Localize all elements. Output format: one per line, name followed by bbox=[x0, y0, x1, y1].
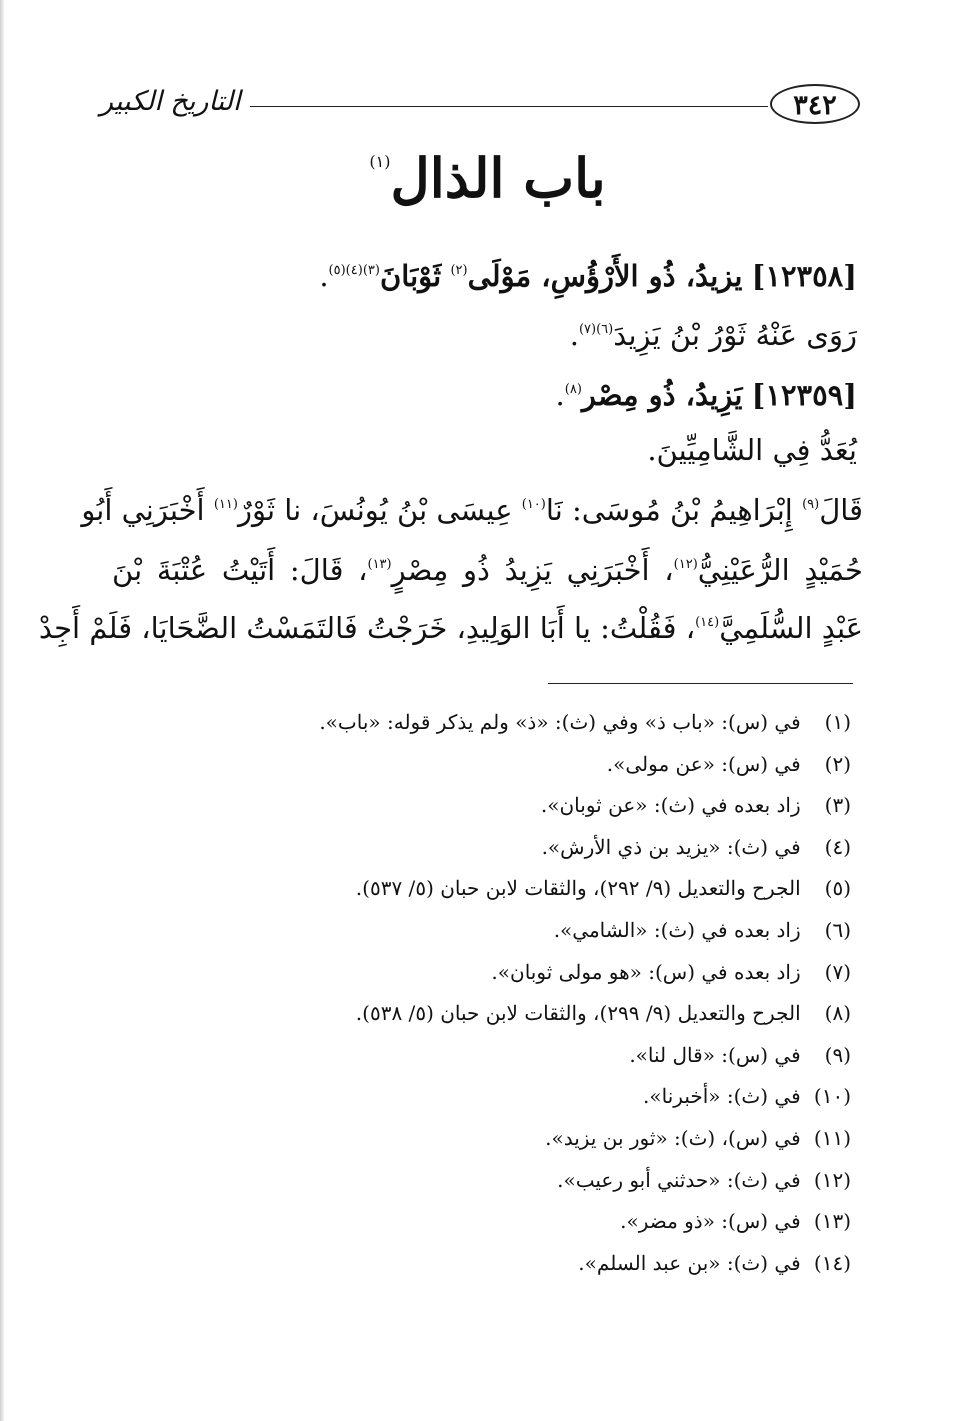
footnote-number: (١٤) bbox=[813, 1250, 851, 1275]
footnote-1 bbox=[100, 702, 851, 744]
footnote-number: (١٢) bbox=[813, 1167, 851, 1192]
entry-name: يزيدُ، ذُو الأَرْؤُسِ، مَوْلَى bbox=[467, 259, 743, 293]
footnote-number: (١١) bbox=[813, 1125, 851, 1150]
footnote-text: الجرح والتعديل (٩/ ٢٩٢)، والثقات لابن حبان (٥/ ٥٣٧). bbox=[355, 876, 801, 901]
footnote-4 bbox=[100, 827, 851, 869]
entry-end: . bbox=[555, 378, 565, 412]
header-rule bbox=[250, 106, 768, 107]
book-title: التاريخ الكبير bbox=[100, 86, 241, 117]
footnote-number: (٥) bbox=[824, 876, 851, 901]
footnote-text: زاد بعده في (ث): «عن ثوبان». bbox=[540, 793, 801, 818]
entry-end: . bbox=[319, 259, 329, 293]
footnote-ref: (١٠) bbox=[521, 497, 546, 512]
text-run: إِبْرَاهِيمُ بْنُ مُوسَى: نَا bbox=[545, 493, 793, 527]
paragraph-line-1 bbox=[81, 485, 863, 530]
footnote-ref: (١٣) bbox=[367, 557, 392, 572]
footnote-number: (١٣) bbox=[813, 1209, 851, 1234]
footnote-text: في (ث): «أخبرنا». bbox=[643, 1084, 801, 1109]
footnote-text: زاد بعده في (ث): «الشامي». bbox=[553, 917, 801, 942]
footnote-text: في (س)، (ث): «ثور بن يزيد». bbox=[545, 1125, 801, 1150]
chapter-title: باب الذال bbox=[390, 146, 606, 210]
paragraph-line-3 bbox=[38, 603, 863, 648]
footnote-text: في (س): «عن مولى». bbox=[606, 751, 801, 776]
footnote-number: (٩) bbox=[824, 1042, 851, 1067]
entry-end: . bbox=[569, 318, 579, 352]
footnote-text: في (س): «قال لنا». bbox=[629, 1042, 801, 1067]
footnote-text: في (ث): «يزيد بن ذي الأرش». bbox=[541, 834, 801, 859]
footnote-ref: (٢) bbox=[450, 263, 468, 278]
footnote-text: زاد بعده في (س): «هو مولى ثوبان». bbox=[491, 959, 801, 984]
footnote-ref: (٩) bbox=[802, 497, 820, 512]
footnote-2 bbox=[100, 744, 851, 786]
text-run: حُمَيْدٍ الرُّعَيْنِيُّ bbox=[697, 553, 863, 587]
page-number: ٣٤٢ bbox=[770, 84, 860, 124]
footnote-ref: (١) bbox=[369, 152, 391, 171]
text-run: ، قَالَ: أَتَيْتُ عُتْبَةَ بْنَ bbox=[112, 553, 368, 587]
footnote-text: في (س): «ذو مضر». bbox=[620, 1209, 801, 1234]
entry-name-tail: ثَوْبَانَ bbox=[379, 259, 442, 293]
paragraph-line-2 bbox=[112, 545, 863, 590]
text-run: أَخْبَرَنِي أَبُو bbox=[81, 493, 205, 527]
text-run: عِيسَى بْنُ يُونُسَ، نا ثَوْرٌ bbox=[237, 493, 513, 527]
footnote-ref: (١٤) bbox=[695, 615, 720, 630]
footnote-number: (٤) bbox=[824, 834, 851, 859]
chapter-heading bbox=[0, 146, 975, 210]
footnote-number: (٨) bbox=[824, 1001, 851, 1026]
footnote-number: (٧) bbox=[824, 959, 851, 984]
footnote-ref: (١٢) bbox=[673, 557, 698, 572]
footnote-ref: (٦)(٧) bbox=[578, 322, 614, 337]
entry-12359 bbox=[556, 370, 857, 415]
footnote-ref: (٨) bbox=[564, 382, 582, 397]
footnote-ref: (٣)(٤)(٥) bbox=[328, 263, 380, 278]
entry-number: [١٢٣٥٨] bbox=[751, 259, 857, 293]
footnote-3 bbox=[100, 785, 851, 827]
footnote-number: (٦) bbox=[824, 917, 851, 942]
footnote-10 bbox=[100, 1076, 851, 1118]
footnote-number: (٢) bbox=[824, 751, 851, 776]
footnote-text: في (ث): «بن عبد السلم». bbox=[578, 1250, 801, 1275]
footnote-number: (٣) bbox=[824, 793, 851, 818]
footnote-14 bbox=[100, 1243, 851, 1285]
text-run: ، فَقُلْتُ: يا أَبَا الوَلِيدِ، خَرَجْتُ فَالتَمَسْتُ الضَّحَايَا، فَلَمْ أَجِدْ bbox=[38, 611, 696, 645]
entry-note-text: يُعَدُّ فِي الشَّامِيِّينَ. bbox=[647, 433, 857, 467]
footnote-number: (١) bbox=[824, 710, 851, 734]
footnote-9 bbox=[100, 1035, 851, 1077]
footnote-12 bbox=[100, 1160, 851, 1202]
footnote-11 bbox=[100, 1118, 851, 1160]
text-run: عَبْدٍ السُّلَمِيَّ bbox=[719, 611, 863, 645]
running-header bbox=[100, 82, 860, 130]
footnote-number: (١٠) bbox=[813, 1084, 851, 1109]
footnotes bbox=[100, 702, 851, 1284]
entry-name: يَزِيدُ، ذُو مِصْر bbox=[581, 378, 743, 412]
footnote-6 bbox=[100, 910, 851, 952]
entry-narrator-line bbox=[570, 310, 857, 355]
footnote-7 bbox=[100, 952, 851, 994]
footnote-separator bbox=[548, 683, 853, 684]
footnote-ref: (١١) bbox=[213, 497, 238, 512]
entry-note-line bbox=[647, 430, 857, 470]
text-run: قَالَ bbox=[819, 493, 863, 527]
entry-number: [١٢٣٥٩] bbox=[751, 378, 857, 412]
footnote-13 bbox=[100, 1201, 851, 1243]
footnote-text: في (س): «باب ذ» وفي (ث): «ذ» ولم يذكر قوله: «باب». bbox=[319, 710, 801, 734]
footnote-8 bbox=[100, 993, 851, 1035]
narrator-text: رَوَى عَنْهُ ثَوْرُ بْنُ يَزِيدَ bbox=[613, 318, 857, 352]
text-run: ، أَخْبَرَنِي يَزِيدُ ذُو مِصْرٍ bbox=[391, 553, 674, 587]
footnote-text: في (ث): «حدثني أبو رعيب». bbox=[557, 1167, 801, 1192]
entry-12358 bbox=[319, 251, 857, 296]
footnote-text: الجرح والتعديل (٩/ ٢٩٩)، والثقات لابن حبان (٥/ ٥٣٨). bbox=[355, 1001, 801, 1026]
footnote-5 bbox=[100, 868, 851, 910]
